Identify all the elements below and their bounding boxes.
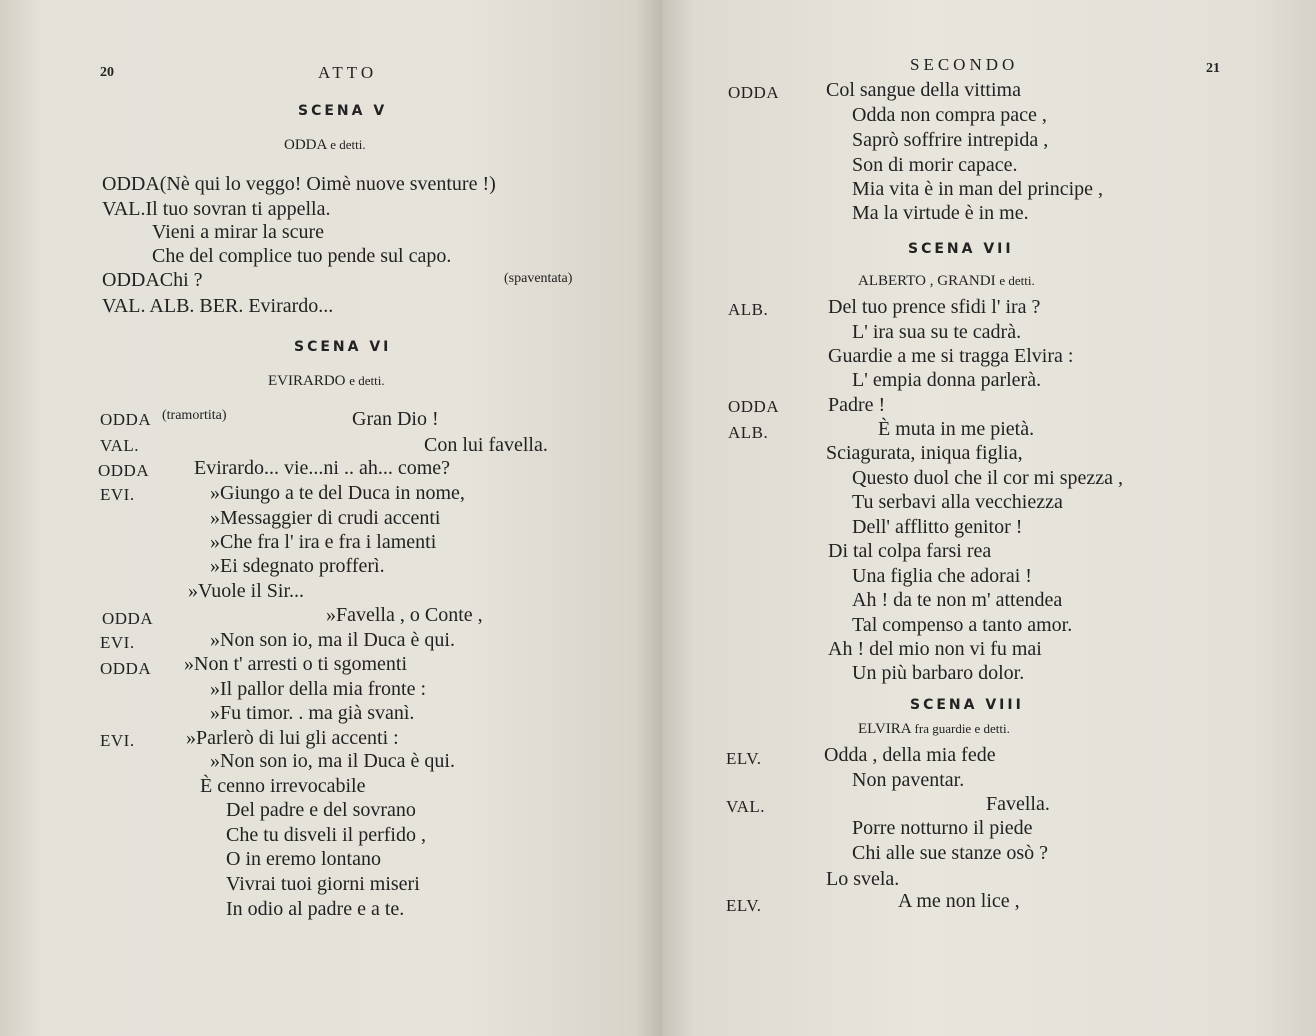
cast-list: EVIRARDO e detti. <box>268 373 385 389</box>
speaker-label: ODDA <box>728 397 780 416</box>
verse-line: Guardie a me si tragga Elvira : <box>828 345 1074 367</box>
verse-line: Padre ! <box>828 394 886 416</box>
verse-line: Tal compenso a tanto amor. <box>852 614 1073 636</box>
verse-line: Un più barbaro dolor. <box>852 662 1025 684</box>
speaker-label: EVI. <box>100 485 135 504</box>
scene-heading: SCENA VII <box>908 241 1014 257</box>
verse-line: »Messaggier di crudi accenti <box>210 507 441 529</box>
verse-line: VAL. ALB. BER. Evirardo... <box>102 295 334 317</box>
running-head: SECONDO <box>910 55 1019 74</box>
right-page <box>662 0 1316 1036</box>
verse-line: »Ei sdegnato profferì. <box>210 555 385 577</box>
verse-line: Odda non compra pace , <box>852 104 1047 126</box>
speaker-label: ODDA <box>100 410 152 429</box>
stage-direction: (tramortita) <box>162 408 227 423</box>
verse-line: Ah ! del mio non vi fu mai <box>828 638 1042 660</box>
scene-heading: SCENA V <box>298 103 388 119</box>
verse-line: Son di morir capace. <box>852 154 1018 176</box>
speaker-label: ODDA <box>98 461 150 480</box>
cast-list: ALBERTO , GRANDI e detti. <box>858 273 1035 289</box>
verse-line: Col sangue della vittima <box>826 79 1021 101</box>
verse-line: Porre notturno il piede <box>852 817 1033 839</box>
verse-line: Vieni a mirar la scure <box>152 221 325 243</box>
speaker-label: ALB. <box>728 300 769 319</box>
speaker-label: VAL. <box>726 797 765 816</box>
verse-line: »Giungo a te del Duca in nome, <box>210 482 465 504</box>
verse-line: »Vuole il Sir... <box>188 580 305 602</box>
speaker-label: ODDA <box>102 609 154 628</box>
verse-line: Ah ! da te non m' attendea <box>852 589 1063 611</box>
cast-list: ODDA e detti. <box>284 137 366 153</box>
verse-line: VAL.Il tuo sovran ti appella. <box>102 198 331 220</box>
verse-line: ODDAChi ? <box>102 269 203 291</box>
verse-line: L' ira sua su te cadrà. <box>852 321 1022 343</box>
verse-line: Evirardo... vie...ni .. ah... come? <box>194 457 451 479</box>
speaker-label: ELV. <box>726 896 762 915</box>
running-head: ATTO <box>318 63 378 82</box>
verse-line: Sciagurata, iniqua figlia, <box>826 442 1023 464</box>
verse-line: Del tuo prence sfidi l' ira ? <box>828 296 1041 318</box>
verse-line: In odio al padre e a te. <box>226 898 405 920</box>
speaker-label: EVI. <box>100 633 135 652</box>
verse-line: »Parlerò di lui gli accenti : <box>186 727 399 749</box>
verse-line: »Non son io, ma il Duca è qui. <box>210 750 455 772</box>
verse-line: ODDA(Nè qui lo veggo! Oimè nuove sventure !) <box>102 173 496 195</box>
verse-line: Che tu disveli il perfido , <box>226 824 426 846</box>
verse-line: »Non son io, ma il Duca è qui. <box>210 629 455 651</box>
verse-line: Odda , della mia fede <box>824 744 996 766</box>
verse-line: Lo svela. <box>826 868 900 890</box>
scene-heading: SCENA VI <box>294 339 392 355</box>
verse-line: »Che fra l' ira e fra i lamenti <box>210 531 437 553</box>
verse-line: L' empia donna parlerà. <box>852 369 1042 391</box>
verse-line: Questo duol che il cor mi spezza , <box>852 467 1124 489</box>
verse-line: »Fu timor. . ma già svanì. <box>210 702 415 724</box>
verse-line: Mia vita è in man del principe , <box>852 178 1104 200</box>
verse-line: Gran Dio ! <box>352 408 439 430</box>
speaker-label: ELV. <box>726 749 762 768</box>
page-number: 20 <box>100 65 114 80</box>
verse-line: Saprò soffrire intrepida , <box>852 129 1049 151</box>
verse-line: Del padre e del sovrano <box>226 799 416 821</box>
page-number: 21 <box>1206 61 1220 76</box>
verse-line: »Il pallor della mia fronte : <box>210 678 427 700</box>
speaker-label: ODDA <box>100 659 152 678</box>
verse-line: È muta in me pietà. <box>878 418 1035 440</box>
verse-line: Che del complice tuo pende sul capo. <box>152 245 452 267</box>
verse-line: Tu serbavi alla vecchiezza <box>852 491 1063 513</box>
scene-heading: SCENA VIII <box>910 697 1024 713</box>
verse-line: Non paventar. <box>852 769 965 791</box>
cast-list: ELVIRA fra guardie e detti. <box>858 721 1010 737</box>
verse-line: Una figlia che adorai ! <box>852 565 1032 587</box>
speaker-label: VAL. <box>100 436 139 455</box>
verse-line: »Non t' arresti o ti sgomenti <box>184 653 408 675</box>
verse-line: Chi alle sue stanze osò ? <box>852 842 1049 864</box>
speaker-label: ODDA <box>728 83 780 102</box>
verse-line: »Favella , o Conte , <box>326 604 483 626</box>
speaker-label: ALB. <box>728 423 769 442</box>
verse-line: Con lui favella. <box>424 434 548 456</box>
verse-line: O in eremo lontano <box>226 848 381 870</box>
verse-line: Favella. <box>986 793 1050 815</box>
speaker-label: EVI. <box>100 731 135 750</box>
verse-line: Di tal colpa farsi rea <box>828 540 992 562</box>
verse-line: Dell' afflitto genitor ! <box>852 516 1023 538</box>
verse-line: Ma la virtude è in me. <box>852 202 1029 224</box>
verse-line: Vivrai tuoi giorni miseri <box>226 873 420 895</box>
verse-line: È cenno irrevocabile <box>200 775 366 797</box>
stage-direction: (spaventata) <box>504 271 573 286</box>
verse-line: A me non lice , <box>898 890 1020 912</box>
